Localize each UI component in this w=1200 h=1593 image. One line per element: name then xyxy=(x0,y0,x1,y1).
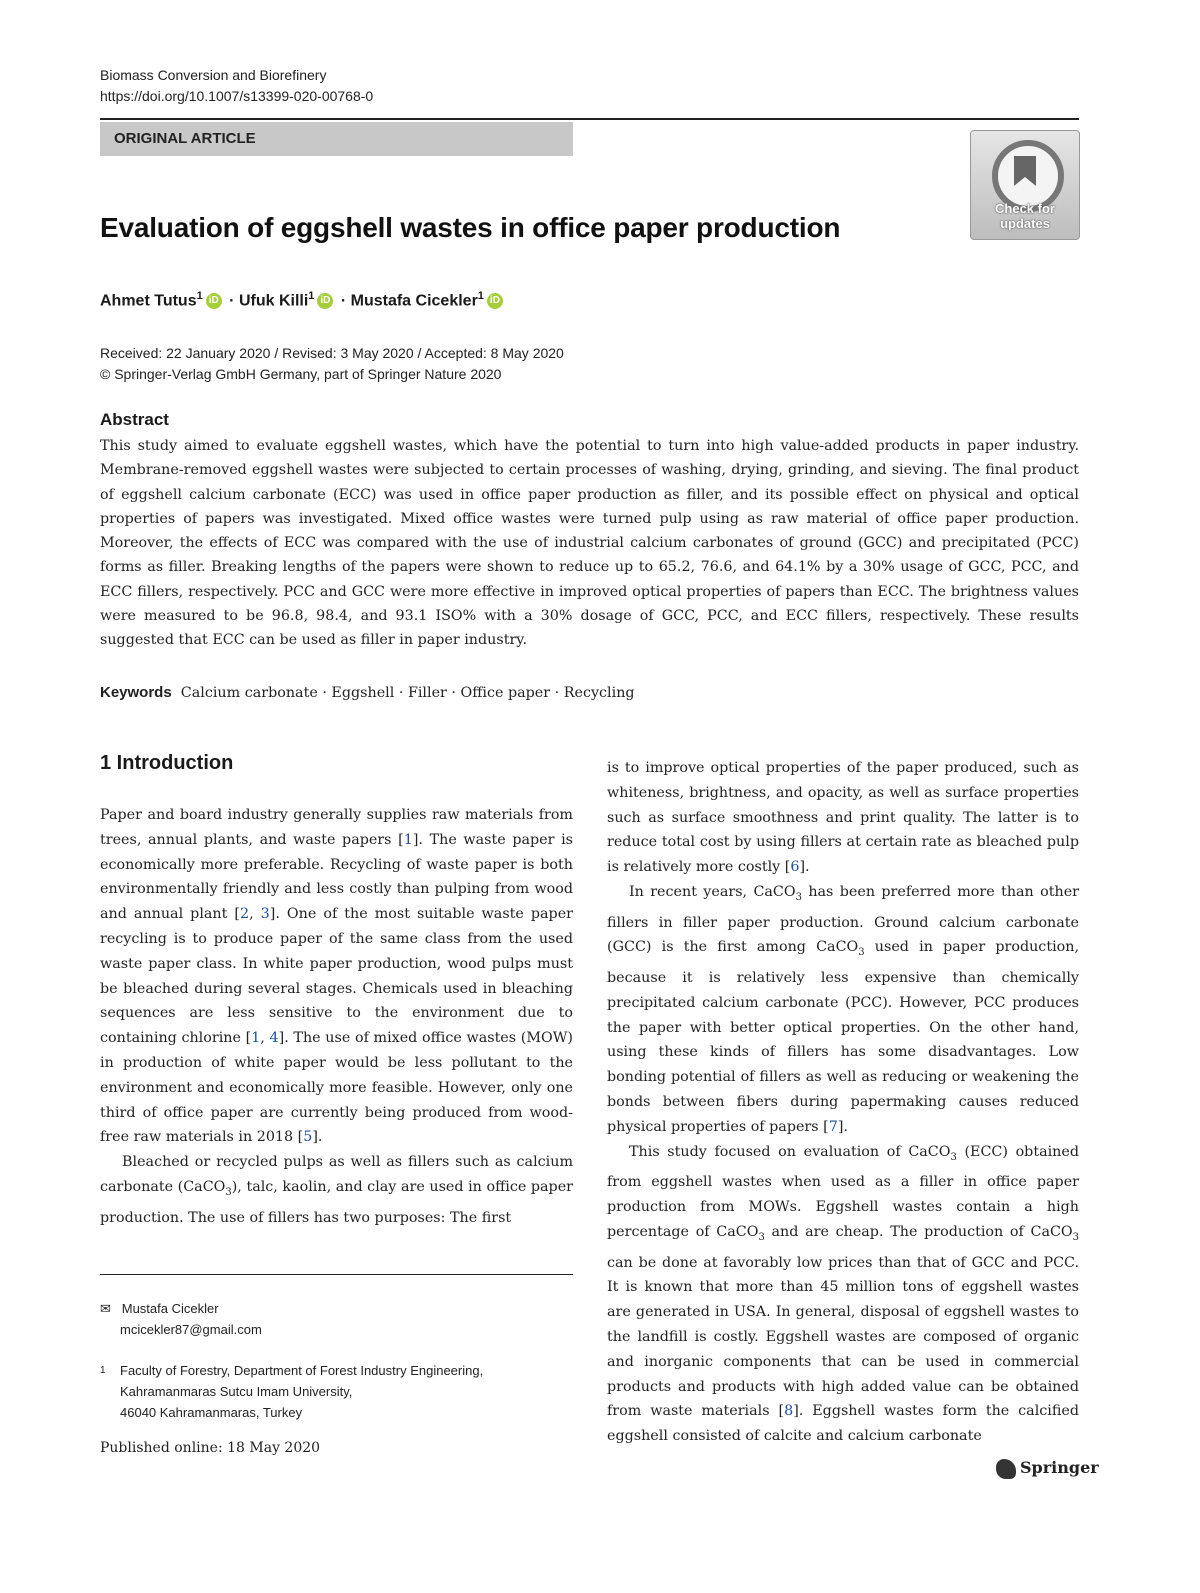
paper-title: Evaluation of eggshell wastes in office paper production xyxy=(100,212,841,243)
envelope-icon: ✉ xyxy=(100,1301,111,1316)
paragraph: is to improve optical properties of the paper produced, such as whiteness, brightness, and opacity, as well as surface properties such as surface smoothness and print quality. The latter is to reduce total cost by using fillers at certain rate as bleached pulp is relatively more costly [6]. xyxy=(607,760,1079,876)
citation-link[interactable]: 6 xyxy=(790,859,800,876)
corresponding-author xyxy=(100,1298,262,1340)
check-for-updates-badge[interactable] xyxy=(970,130,1080,240)
right-column xyxy=(607,756,1079,1449)
orcid-icon[interactable]: iD xyxy=(487,293,503,309)
badge-line-2: updates xyxy=(1000,216,1050,231)
citation-link[interactable]: 1 xyxy=(403,831,413,848)
affiliation-marker: 1 xyxy=(196,290,203,302)
affiliation-marker: 1 xyxy=(308,290,315,302)
author-list xyxy=(100,284,506,313)
affiliation-marker: 1 xyxy=(477,290,484,302)
footnote-rule xyxy=(100,1274,573,1275)
paragraph: In recent years, CaCO$_3$ has been preferred more than other fillers in filler paper production. Ground calcium carbonate (GCC) is the first among CaCO$_3$ used in paper production, because it is relatively less expensive than chemically precipitated calcium carbonate (PCC). However, PCC produces the paper with better optical properties. On the other hand, using these kinds of fillers has some disadvantages. Low bonding potential of fillers as well as reducing or weakening the bonds between fibers during papermaking causes reduced physical properties of papers [7]. xyxy=(607,883,1079,1135)
copyright-line: © Springer-Verlag GmbH Germany, part of Springer Nature 2020 xyxy=(100,366,502,382)
published-online: Published online: 18 May 2020 xyxy=(100,1440,321,1456)
abstract-heading: Abstract xyxy=(100,410,169,429)
journal-header xyxy=(100,65,373,107)
keywords xyxy=(100,682,635,704)
citation-link[interactable]: 4 xyxy=(269,1030,279,1047)
affiliation-line: Kahramanmaras Sutcu Imam University, xyxy=(120,1384,353,1399)
doi-link[interactable]: https://doi.org/10.1007/s13399-020-00768-0 xyxy=(100,88,374,104)
paragraph: This study focused on evaluation of CaCO$_3$ (ECC) obtained from eggshell wastes when used as a filler in office paper production from MOWs. Eggshell wastes contain a high percentage of CaCO$_3$ and are cheap. The production of CaCO$_3$ can be done at favorably low prices than that of GCC and PCC. It is known that more than 45 million tons of eggshell wastes are generated in USA. In general, disposal of eggshell wastes to the landfill is costly. Eggshell wastes are composed of organic and inorganic components that can be used in commercial products and products with high added value can be obtained from waste materials [8]. Eggshell wastes form the calcified eggshell consisted of calcite and calcium carbonate xyxy=(607,1143,1079,1445)
affiliation-number: 1 xyxy=(100,1365,106,1376)
publication-history xyxy=(100,343,564,385)
keywords-list: Calcium carbonate · Eggshell · Filler · Office paper · Recycling xyxy=(180,685,635,701)
publisher-logo xyxy=(996,1458,1099,1479)
citation-link[interactable]: 8 xyxy=(784,1403,794,1420)
citation-link[interactable]: 1 xyxy=(251,1030,261,1047)
author-name: Ufuk Killi xyxy=(238,292,309,310)
author-name: Mustafa Cicekler xyxy=(350,292,478,310)
citation-link[interactable]: 3 xyxy=(260,906,270,923)
header-rule xyxy=(100,118,1079,120)
author-separator: · xyxy=(336,292,351,310)
section-heading: 1 Introduction xyxy=(100,752,234,774)
springer-horse-icon xyxy=(996,1459,1016,1479)
author-separator: · xyxy=(224,292,239,310)
keywords-label: Keywords xyxy=(100,684,172,701)
contact-name: Mustafa Cicekler xyxy=(121,1301,219,1316)
paragraph: Paper and board industry generally supplies raw materials from trees, annual plants, and waste papers [1]. The waste paper is economically more preferable. Recycling of waste paper is both environmentally friendly and less costly than pulping from wood and annual plant [2, 3]. One of the most suitable waste paper recycling is to produce paper of the same class from the used waste paper class. In white paper production, wood pulps must be bleached during several stages. Chemicals used in bleaching sequences are less sensitive to the environment due to containing chlorine [1, 4]. The use of mixed office wastes (MOW) in production of white paper would be less pollutant to the environment and economically more feasible. However, only one third of office paper are currently being produced from wood-free raw materials in 2018 [5]. xyxy=(100,807,574,1146)
affiliation xyxy=(100,1360,483,1423)
paragraph: Bleached or recycled pulps as well as fillers such as calcium carbonate (CaCO$_3$), talc, kaolin, and clay are used in office paper production. The use of fillers has two purposes: The first xyxy=(100,1154,573,1226)
citation-link[interactable]: 5 xyxy=(303,1129,313,1146)
article-type-band xyxy=(100,122,573,156)
publisher-name: Springer xyxy=(1020,1458,1099,1477)
citation-link[interactable]: 7 xyxy=(828,1118,838,1135)
citation-link[interactable]: 2 xyxy=(239,906,250,923)
article-type: ORIGINAL ARTICLE xyxy=(114,130,256,147)
abstract-text: This study aimed to evaluate eggshell wastes, which have the potential to turn into high value-added products in paper industry. Membrane-removed eggshell wastes were subjected to certain processes of washing, drying, grinding, and sieving. The final product of eggshell calcium carbonate (ECC) was used in office paper production as filler, and its possible effect on physical and optical properties of papers was investigated. Mixed office wastes were turned pulp using as raw material of office paper production. Moreover, the effects of ECC was compared with the use of industrial calcium carbonates of ground (GCC) and precipitated (PCC) forms as filler. Breaking lengths of the papers were shown to reduce up to 65.2, 76.6, and 64.1% by a 30% usage of GCC, PCC, and ECC fillers, respectively. PCC and GCC were more effective in improved optical properties of papers than ECC. The brightness values were measured to be 96.8, 98.4, and 93.1 ISO% with a 30% dosage of GCC, PCC, and ECC fillers, respectively. These results suggested that ECC can be used as filler in paper industry. xyxy=(100,438,1079,649)
affiliation-line: 46040 Kahramanmaras, Turkey xyxy=(120,1405,303,1420)
dates-line: Received: 22 January 2020 / Revised: 3 May 2020 / Accepted: 8 May 2020 xyxy=(100,345,564,361)
journal-name: Biomass Conversion and Biorefinery xyxy=(100,67,327,83)
affiliation-line: Faculty of Forestry, Department of Forest Industry Engineering, xyxy=(120,1363,484,1378)
orcid-icon[interactable]: iD xyxy=(206,293,222,309)
orcid-icon[interactable]: iD xyxy=(317,293,333,309)
author-name: Ahmet Tutus xyxy=(100,292,197,310)
left-column xyxy=(100,803,573,1230)
badge-line-1: Check for xyxy=(995,201,1055,216)
contact-email[interactable]: mcicekler87@gmail.com xyxy=(120,1322,262,1337)
